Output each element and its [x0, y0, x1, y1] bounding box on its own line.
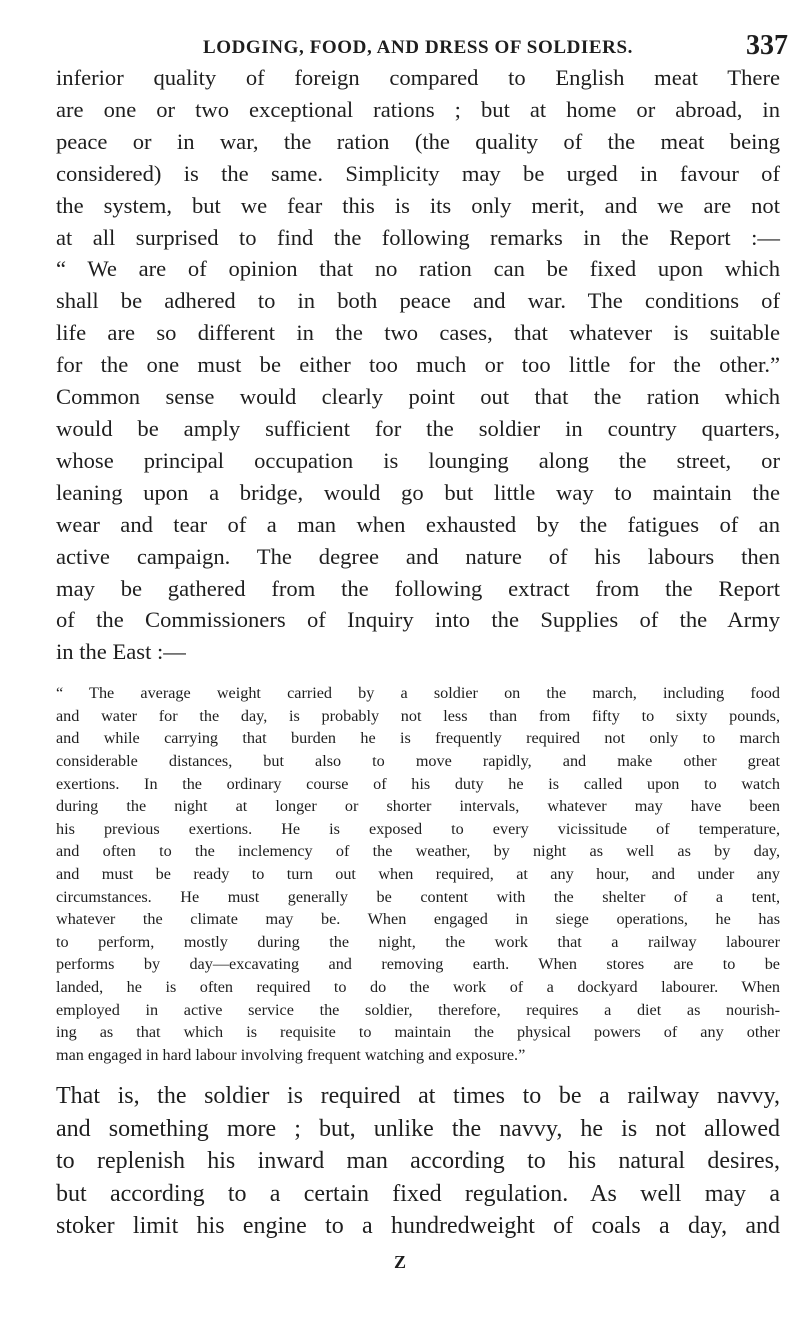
- text-line: whose principal occupation is lounging along the street, or: [56, 447, 780, 473]
- text-line: to perform, mostly during the night, the work that a railway labourer: [56, 932, 780, 951]
- text-line: the system, but we fear this is its only merit, and we are not: [56, 192, 780, 218]
- running-head: [56, 30, 788, 62]
- text-line: and often to the inclemency of the weather, by night as well as by day,: [56, 842, 780, 861]
- text-line: exertions. In the ordinary course of his duty he is called upon to watch: [56, 774, 780, 793]
- text-line: during the night at longer or shorter intervals, whatever may have been: [56, 797, 780, 816]
- running-title: LODGING, FOOD, AND DRESS OF SOLDIERS.: [202, 37, 634, 58]
- text-line: considered) is the same. Simplicity may be urged in favour of: [56, 160, 780, 186]
- text-line: and while carrying that burden he is frequently required not only to march: [56, 729, 780, 748]
- text-line: and something more ; but, unlike the navvy, he is not allowed: [56, 1115, 780, 1142]
- block-quote-extract: [56, 682, 780, 1066]
- text-line: employed in active service the soldier, therefore, requires a diet as nourish-: [56, 1000, 780, 1019]
- text-line: “ The average weight carried by a soldier on the march, including food: [56, 684, 780, 703]
- text-line: ing as that which is requisite to maintain the physical powers of any other: [56, 1023, 780, 1042]
- text-line: inferior quality of foreign compared to English meat There: [56, 65, 780, 90]
- paragraph-main: [56, 62, 780, 668]
- text-line: would be amply sufficient for the soldier in country quarters,: [56, 415, 780, 441]
- text-line: peace or in war, the ration (the quality of the meat being: [56, 128, 780, 154]
- text-line: at all surprised to find the following remarks in the Report :—: [56, 224, 780, 250]
- text-line: That is, the soldier is required at times to be a railway navvy,: [56, 1083, 780, 1110]
- text-line: leaning upon a bridge, would go but little way to maintain the: [56, 479, 780, 505]
- text-line: in the East :—: [56, 639, 186, 665]
- text-line: considerable distances, but also to move rapidly, and make other great: [56, 752, 780, 770]
- text-line: stoker limit his engine to a hundredweight of coals a day, and: [56, 1213, 780, 1240]
- text-line: to replenish his inward man according to his natural desires,: [56, 1148, 780, 1175]
- text-line: performs by day—excavating and removing earth. When stores are to be: [56, 955, 780, 974]
- text-line: life are so different in the two cases, that whatever is suitable: [56, 320, 780, 346]
- text-line: wear and tear of a man when exhausted by the fatigues of an: [56, 511, 780, 537]
- text-line: are one or two exceptional rations ; but at home or abroad, in: [56, 96, 780, 122]
- text-line: man engaged in hard labour involving frequent watching and exposure.”: [56, 1045, 526, 1064]
- text-line: active campaign. The degree and nature of his labours then: [56, 543, 780, 569]
- text-line: Common sense would clearly point out that the ration which: [56, 384, 780, 410]
- text-line: but according to a certain fixed regulation. As well may a: [56, 1180, 780, 1207]
- signature-mark: Z: [393, 1252, 406, 1272]
- text-line: and water for the day, is probably not less than from fifty to sixty pounds,: [56, 706, 780, 725]
- text-line: his previous exertions. He is exposed to every vicissitude of temperature,: [56, 819, 780, 838]
- text-line: of the Commissioners of Inquiry into the Supplies of the Army: [56, 607, 780, 633]
- text-line: “ We are of opinion that no ration can be fixed upon which: [56, 256, 780, 282]
- text-line: for the one must be either too much or too little for the other.”: [56, 352, 780, 378]
- text-line: landed, he is often required to do the work of a dockyard labourer. When: [56, 977, 780, 996]
- text-line: may be gathered from the following extract from the Report: [56, 575, 780, 601]
- page-number: 337: [746, 30, 788, 61]
- text-line: and must be ready to turn out when required, at any hour, and under any: [56, 864, 780, 883]
- paragraph-following: [56, 1080, 780, 1243]
- text-line: circumstances. He must generally be content with the shelter of a tent,: [56, 887, 780, 906]
- book-page: [56, 30, 788, 1243]
- text-line: whatever the climate may be. When engaged in siege operations, he has: [56, 910, 780, 929]
- text-line: shall be adhered to in both peace and war. The conditions of: [56, 288, 780, 314]
